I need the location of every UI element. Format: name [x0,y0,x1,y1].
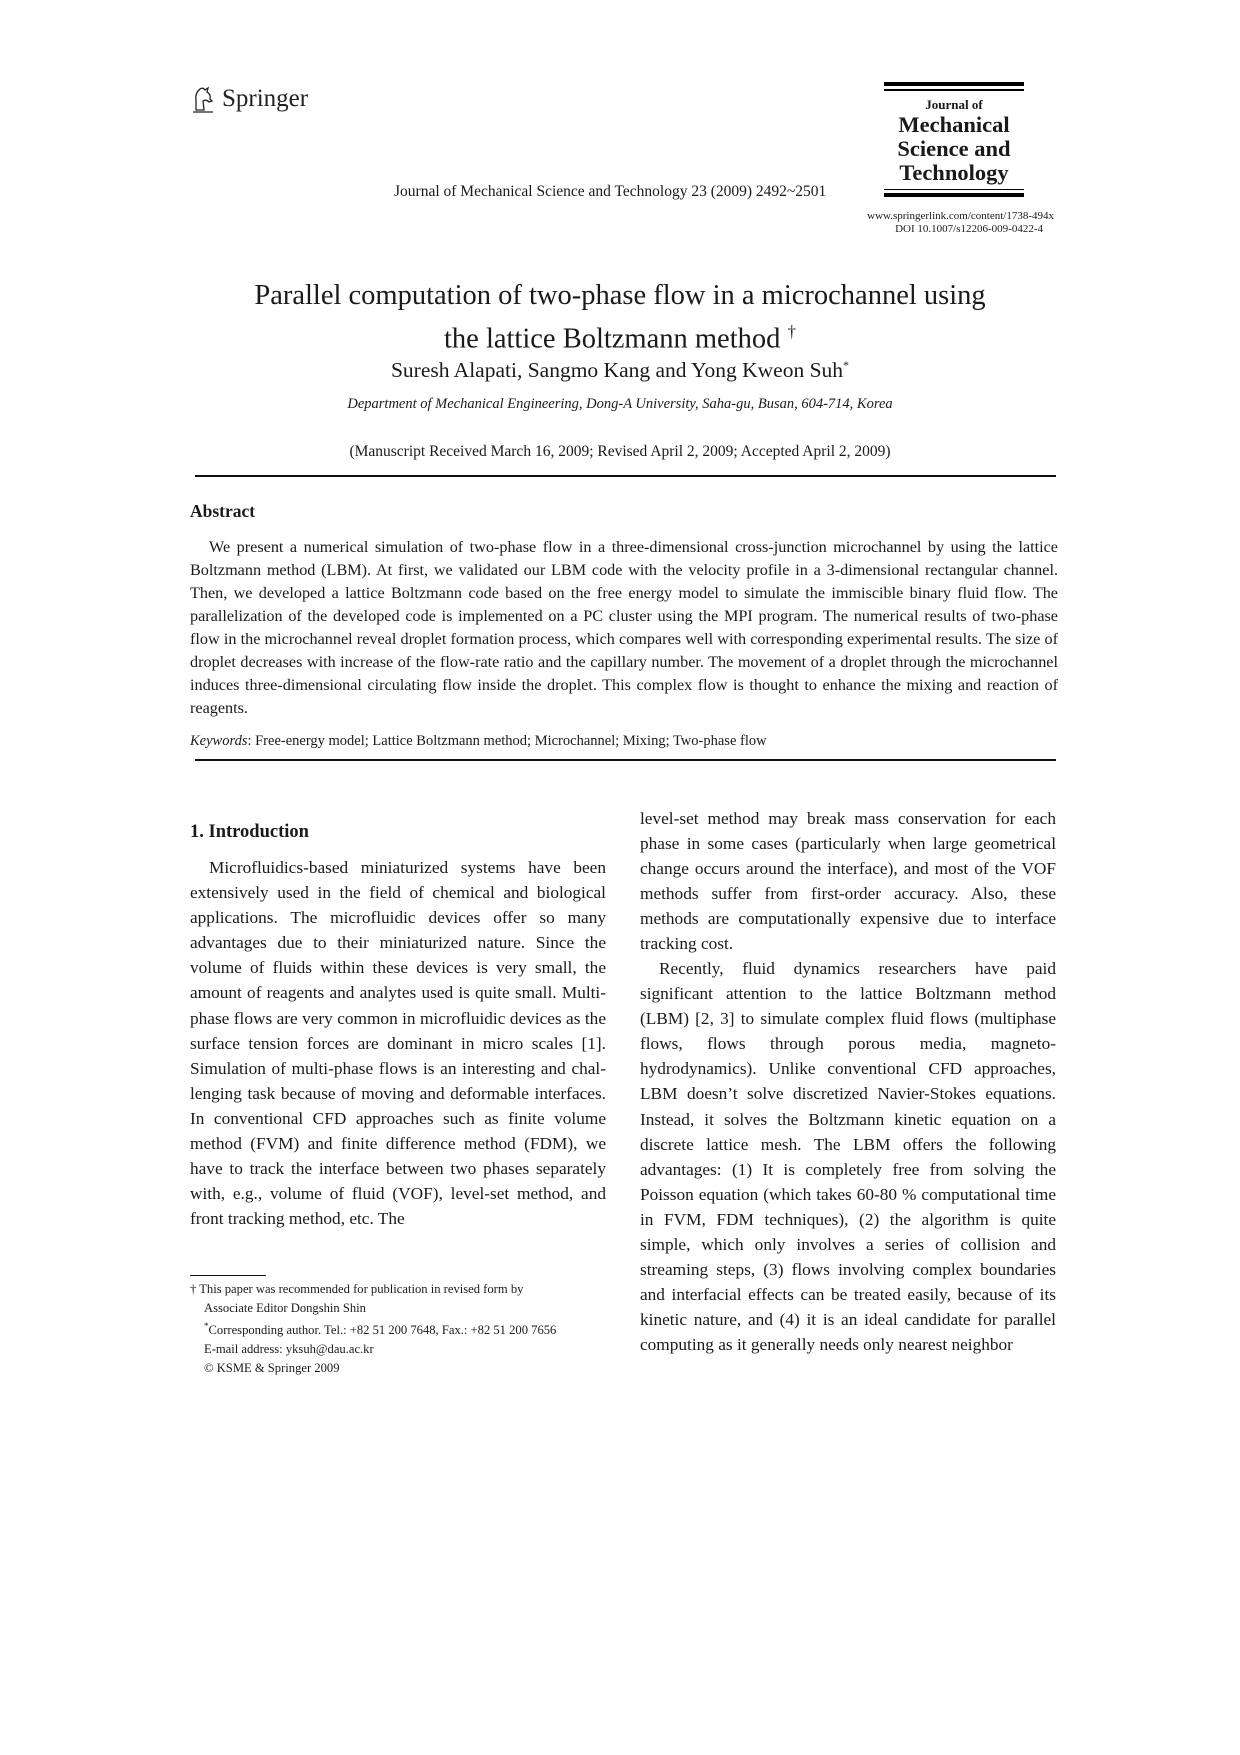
title-line-2: the lattice Boltzmann method [444,323,781,355]
manuscript-dates: (Manuscript Received March 16, 2009; Revised April 2, 2009; Accepted April 2, 2009) [349,443,891,460]
footnote-dagger: † [190,1282,197,1296]
footnote-rule [190,1275,266,1276]
footnote-corresponding [190,1317,610,1340]
journal-title-box [884,82,1024,197]
keywords-label: Keywords [190,733,248,749]
intro-right-paragraph-1: level-set method may break mass conservation for each phase in some cases (particularly when large geometrical change occurs around the interface), and most of the VOF methods suffer from first-order accuracy. Also, these methods are computationally expensive due to interface tracking cost. [640,809,1056,954]
journal-box-name-3: Technology [899,159,1009,185]
footnote-star: * [204,1321,209,1332]
divider [195,475,1056,477]
paper-title [190,278,1050,358]
authors [190,358,1050,383]
author-names: Suresh Alapati, Sangmo Kang and Yong Kweon Suh [390,358,844,383]
intro-right-paragraph-2: Recently, fluid dynamics researchers have paid significant attention to the lattice Boltzmann method (LBM) [2, 3] to simulate complex fluid flows (multiphase flows, flows through porous media, magneto-hydrodynamics). Unlike conventional CFD approaches, LBM doesn’t solve discretized Navier-Stokes equations. Instead, it solves the Boltzmann kinetic equation on a discrete lattice mesh. The LBM offers the following advantages: (1) It is completely free from solving the Poisson equation (which takes 60-80 % computational time in FVM, FDM techniques), (2) the algorithm is quite simple, which only involves a series of collision and streaming steps, (3) flows involving complex boundaries and interfacial effects can be treated easily, because of its kinetic nature, and (4) it is an ideal candidate for parallel computing as it generally needs only nearest neighbor [640,959,1056,1355]
footnote-email: E-mail address: yksuh@dau.ac.kr [204,1341,374,1356]
footnote-recommended-line-1: This paper was recommended for publication in revised form by [199,1282,524,1296]
journal-citation: Journal of Mechanical Science and Technology 23 (2009) 2492~2501 [394,183,827,200]
section-heading-introduction: 1. Introduction [190,822,309,842]
intro-left-column: Microfluidics-based miniaturized systems have been extensively used in the field of chemical and biological applications. The microfluidic devices offer so many advantages due to their miniaturized nature. Since the volume of fluids within these devices is very small, the amount of reagents and analytes used is quite small. Multi-phase flows are very common in microfluidic devices as the surface tension forces are dominant in micro scales [1]. Simulation of multi-phase flows is an interesting and challenging task because of moving and deformable interfaces. In conventional CFD approaches such as finite volume method (FVM) and finite difference method (FDM), we have to track the interface between two phases separately with, e.g., volume of fluid (VOF), level-set method, and front tracking method, etc. The [190,858,606,1229]
title-line-1: Parallel computation of two-phase flow in a microchannel using [254,280,986,311]
journal-box-name-2: Science and [897,135,1011,161]
abstract-text: We present a numerical simulation of two-phase flow in a three-dimensional cross-junction microchannel by using the lattice Boltzmann method (LBM). At first, we validated our LBM code with the velocity profile in a 3-dimensional rectangular channel. Then, we developed a lattice Boltzmann code based on the free energy model to simulate the immiscible binary fluid flow. The parallelization of the developed code is implemented on a PC cluster using the MPI program. The numerical results of two-phase flow in the microchannel reveal droplet formation process, which compares well with corresponding experimental results. The size of droplet decreases with increase of the flow-rate ratio and the capillary number. The movement of a droplet through the microchannel induces three-dimensional circulating flow inside the droplet. This complex flow is thought to enhance the mixing and reaction of reagents. [190,538,1058,717]
journal-box-of: Journal of [925,96,983,112]
keywords-list: : Free-energy model; Lattice Boltzmann method; Microchannel; Mixing; Two-phase flow [247,733,767,749]
author-star: * [843,358,850,372]
divider [195,759,1056,761]
box-rule [884,89,1024,91]
footnote-recommended [190,1280,610,1299]
footnote-recommended-line-2: Associate Editor Dongshin Shin [204,1300,366,1315]
springer-horse-icon [190,84,216,114]
publisher-name: Springer [222,85,309,112]
box-rule [884,189,1024,191]
title-line-2-wrap [190,314,1050,358]
doi: DOI 10.1007/s12206-009-0422-4 [895,223,1043,235]
footnote-copyright: © KSME & Springer 2009 [204,1360,340,1375]
footnote-corresponding-text: Corresponding author. Tel.: +82 51 200 7648, Fax.: +82 51 200 7656 [208,1323,557,1338]
journal-box-name-1: Mechanical [898,111,1010,137]
journal-url: www.springerlink.com/content/1738-494x [867,210,1054,222]
title-dagger: † [787,322,796,341]
publisher-logo [190,84,308,114]
footnotes [190,1280,610,1377]
box-rule [884,82,1024,86]
affiliation: Department of Mechanical Engineering, Dong-A University, Saha-gu, Busan, 604-714, Korea [347,396,893,412]
abstract-heading: Abstract [190,501,256,521]
box-rule [884,193,1024,197]
keywords [190,733,1058,750]
